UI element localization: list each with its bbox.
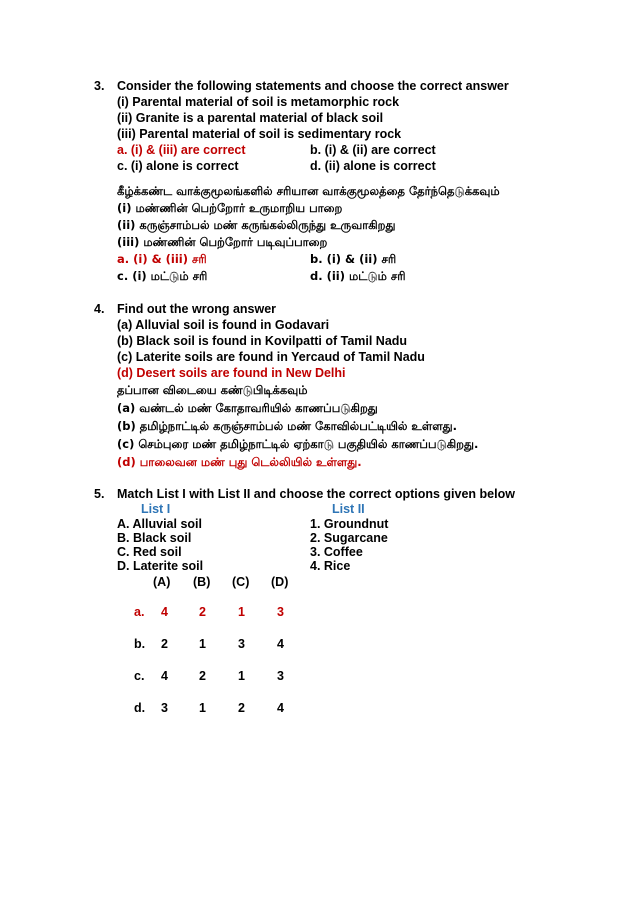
row-value: 3: [277, 605, 284, 619]
q4-tamil-option-a: (a) வண்டல் மண் கோதாவரியில் காணப்படுகிறது: [117, 401, 378, 415]
list2-title: List II: [332, 502, 365, 516]
q3-tamil-option-d: d. (ii) மட்டும் சரி: [310, 269, 406, 283]
q3-option-d: d. (ii) alone is correct: [310, 159, 436, 173]
row-value: 1: [199, 637, 206, 651]
list1-item-a: A. Alluvial soil: [117, 517, 202, 531]
q3-tamil-option-a: a. (i) & (iii) சரி: [117, 252, 207, 266]
match-row-b: [0, 637, 638, 652]
row-value: 1: [199, 701, 206, 715]
list1-item-b: B. Black soil: [117, 531, 192, 545]
row-label: c.: [134, 669, 145, 683]
list2-item-1: 1. Groundnut: [310, 517, 389, 531]
row-label: b.: [134, 637, 146, 651]
q3-tamil-statement-2: (ii) கருஞ்சாம்பல் மண் கருங்கல்லிருந்து உருவாகிறது: [117, 218, 396, 232]
list1-item-d: D. Laterite soil: [117, 559, 204, 573]
row-value: 4: [277, 637, 284, 651]
match-header-row: [0, 575, 638, 590]
row-value: 2: [199, 669, 206, 683]
q4-option-d: (d) Desert soils are found in New Delhi: [117, 366, 346, 380]
row-value: 4: [161, 669, 168, 683]
list1-item-c: C. Red soil: [117, 545, 182, 559]
q3-tamil-question: கீழ்க்கண்ட வாக்குமூலங்களில் சரியான வாக்குமூலத்தை தேர்ந்தெடுக்கவும்: [117, 184, 500, 198]
q4-option-c: (c) Laterite soils are found in Yercaud of Tamil Nadu: [117, 350, 425, 364]
q3-option-b: b. (i) & (ii) are correct: [310, 143, 436, 157]
q3-option-c: c. (i) alone is correct: [117, 159, 239, 173]
q3-statement-1: (i) Parental material of soil is metamorphic rock: [117, 95, 400, 109]
row-value: 3: [277, 669, 284, 683]
q4-number: 4.: [94, 302, 105, 316]
row-value: 2: [199, 605, 206, 619]
row-value: 2: [238, 701, 245, 715]
q4-question: Find out the wrong answer: [117, 302, 277, 316]
row-value: 3: [238, 637, 245, 651]
q4-option-a: (a) Alluvial soil is found in Godavari: [117, 318, 330, 332]
q3-tamil-option-b: b. (i) & (ii) சரி: [310, 252, 397, 266]
q3-statement-3: (iii) Parental material of soil is sedimentary rock: [117, 127, 402, 141]
row-value: 1: [238, 605, 245, 619]
q3-tamil-option-c: c. (i) மட்டும் சரி: [117, 269, 208, 283]
q3-tamil-statement-1: (i) மண்ணின் பெற்றோர் உருமாறிய பாறை: [117, 201, 343, 215]
list2-item-4: 4. Rice: [310, 559, 351, 573]
row-label: d.: [134, 701, 146, 715]
q4-tamil-option-d: (d) பாலைவன மண் புது டெல்லியில் உள்ளது.: [117, 455, 362, 469]
row-value: 1: [238, 669, 245, 683]
q3-question: Consider the following statements and choose the correct answer: [117, 79, 509, 93]
match-row-c: [0, 669, 638, 684]
q3-tamil-statement-3: (iii) மண்ணின் பெற்றோர் படிவுப்பாறை: [117, 235, 328, 249]
list2-item-3: 3. Coffee: [310, 545, 363, 559]
header-d: (D): [271, 575, 289, 589]
match-row-a: [0, 605, 638, 620]
match-row-d: [0, 701, 638, 716]
row-label: a.: [134, 605, 145, 619]
q5-number: 5.: [94, 487, 105, 501]
row-value: 4: [277, 701, 284, 715]
row-value: 2: [161, 637, 168, 651]
q4-tamil-option-c: (c) செம்புரை மண் தமிழ்நாட்டில் ஏற்காடு பகுதியில் காணப்படுகிறது.: [117, 437, 479, 451]
q3-option-a: a. (i) & (iii) are correct: [117, 143, 246, 157]
q3-statement-2: (ii) Granite is a parental material of black soil: [117, 111, 384, 125]
header-a: (A): [153, 575, 171, 589]
row-value: 3: [161, 701, 168, 715]
q3-number: 3.: [94, 79, 105, 93]
q4-tamil-question: தப்பான விடையை கண்டுபிடிக்கவும்: [117, 383, 308, 397]
header-b: (B): [193, 575, 211, 589]
q5-question: Match List I with List II and choose the correct options given below: [117, 487, 515, 501]
list2-item-2: 2. Sugarcane: [310, 531, 388, 545]
row-value: 4: [161, 605, 168, 619]
q4-option-b: (b) Black soil is found in Kovilpatti of Tamil Nadu: [117, 334, 408, 348]
list1-title: List I: [141, 502, 171, 516]
q4-tamil-option-b: (b) தமிழ்நாட்டில் கருஞ்சாம்பல் மண் கோவில்பட்டியில் உள்ளது.: [117, 419, 457, 433]
header-c: (C): [232, 575, 250, 589]
